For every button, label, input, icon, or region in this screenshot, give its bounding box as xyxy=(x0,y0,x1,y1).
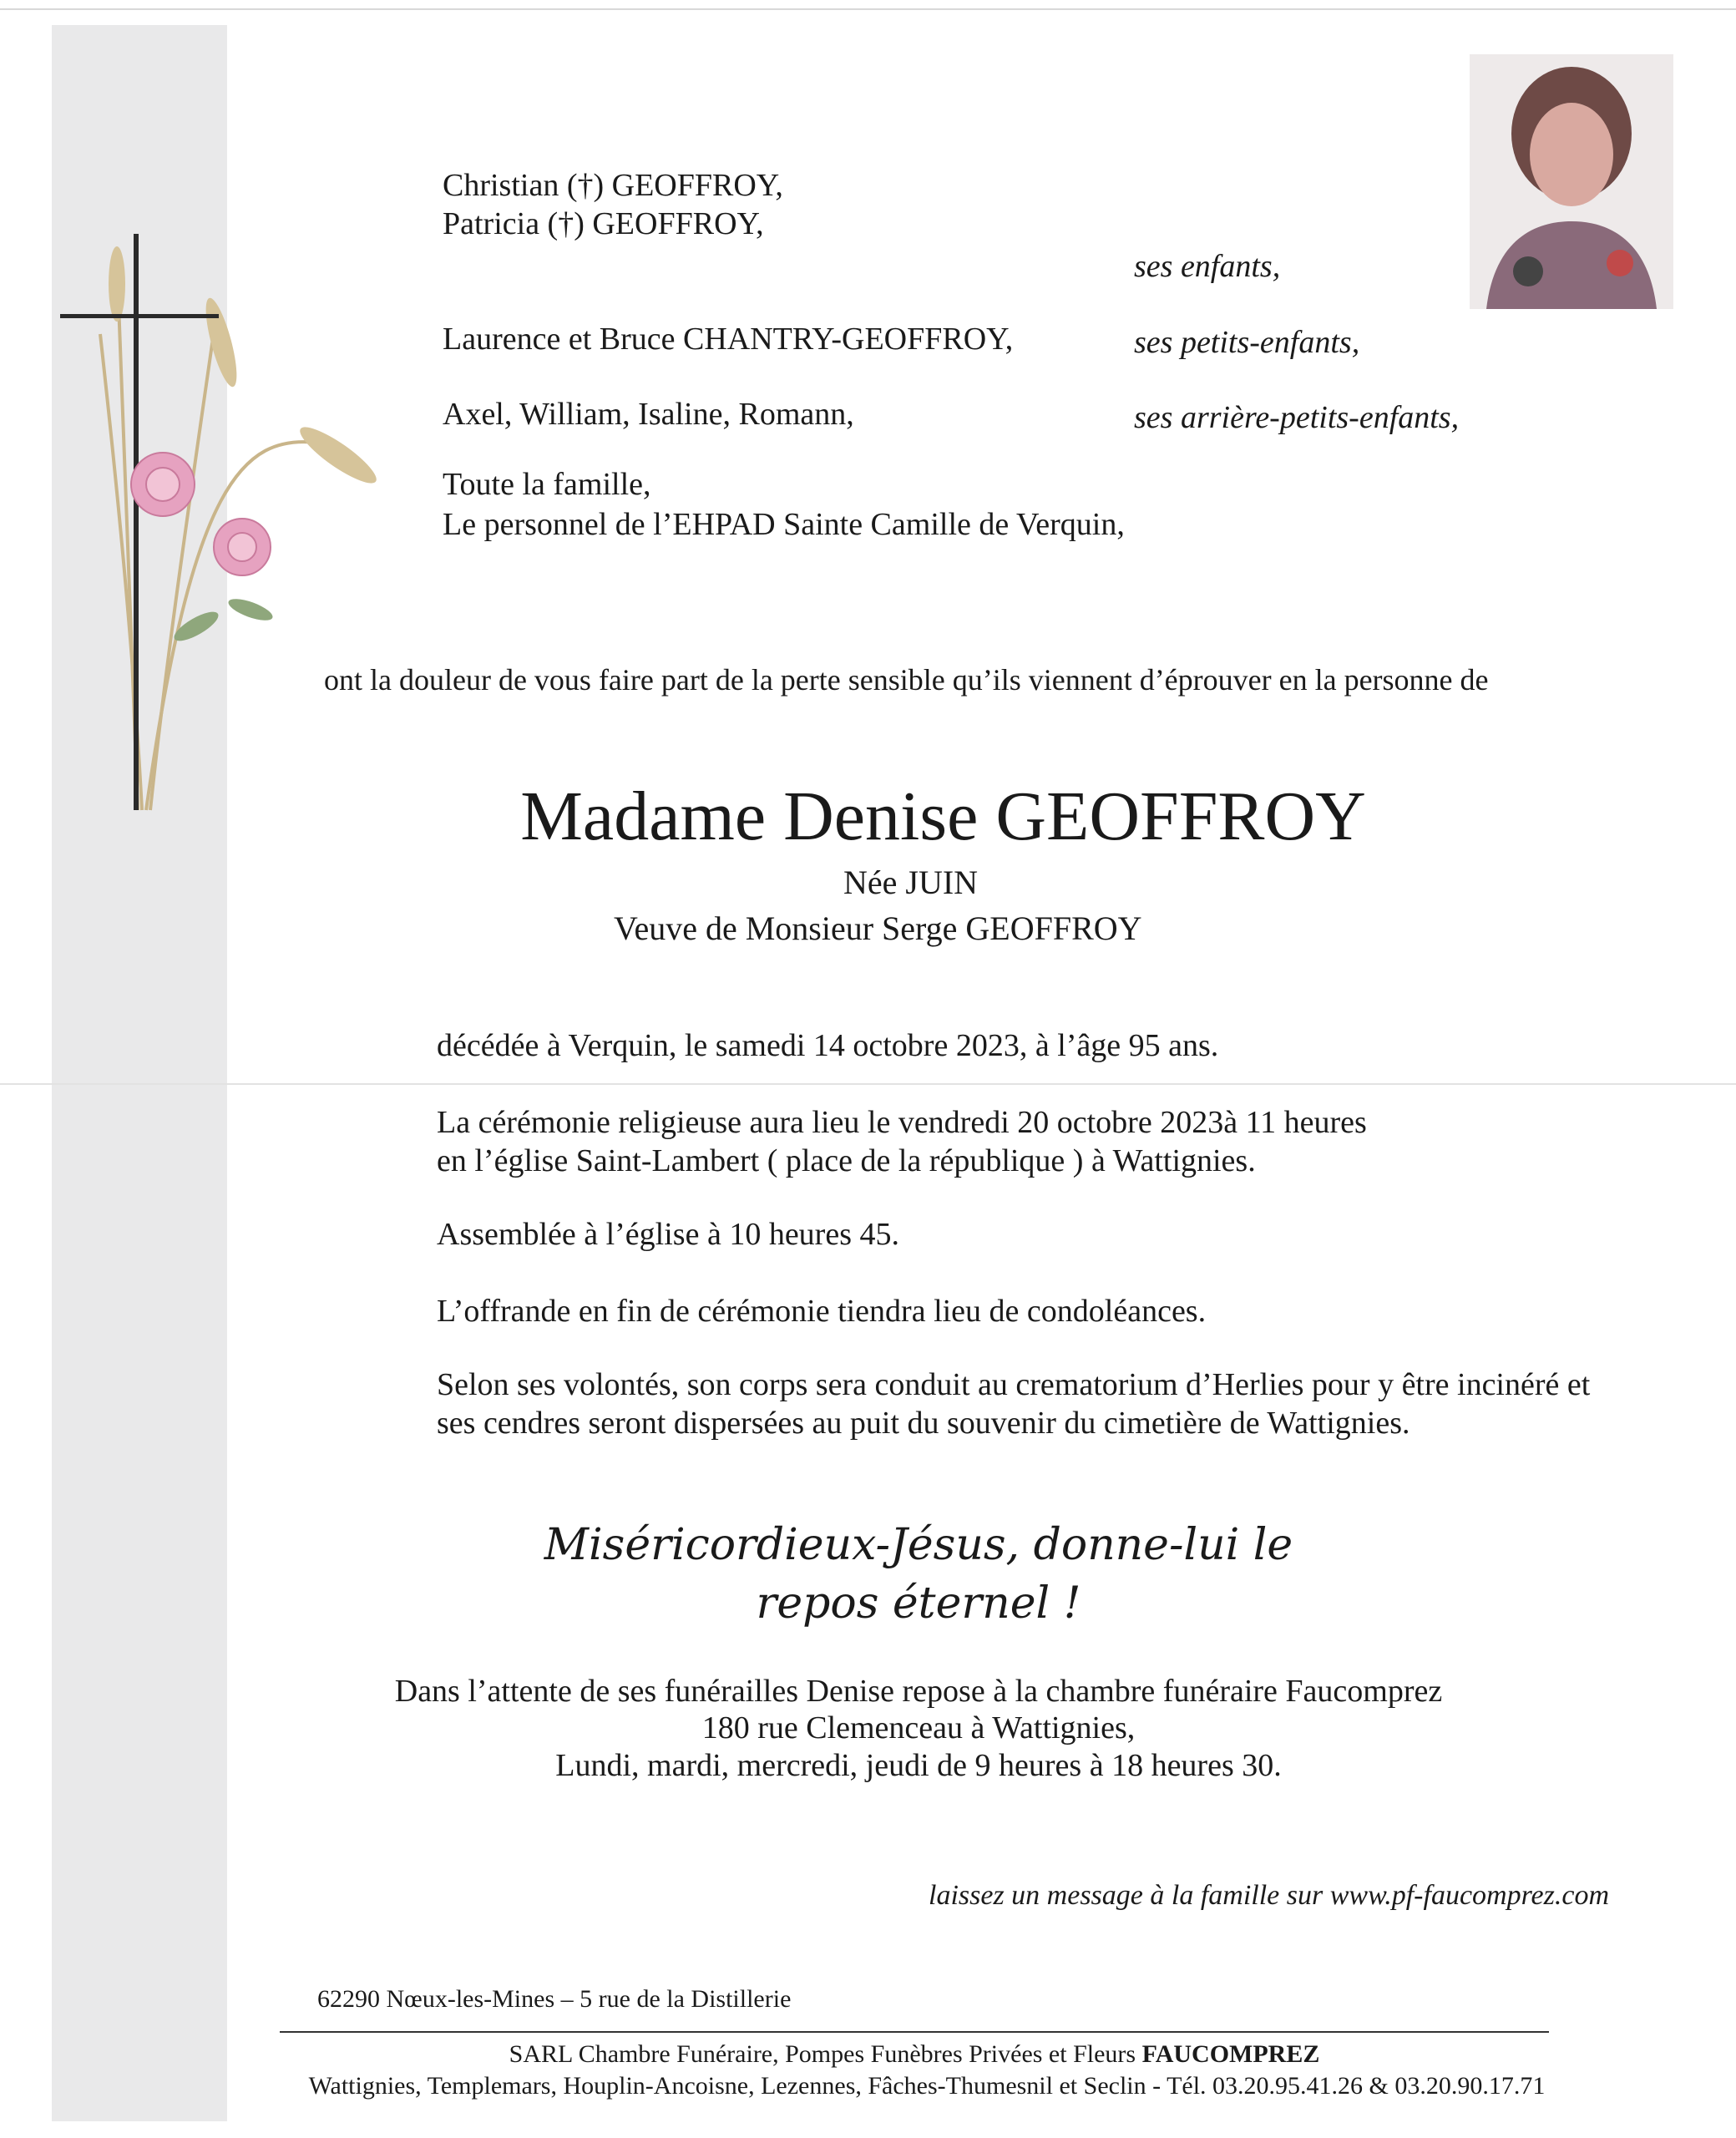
greatgrandchildren-label: ses arrière-petits-enfants, xyxy=(1134,400,1460,435)
top-border xyxy=(0,8,1736,10)
children-label: ses enfants, xyxy=(1134,249,1281,284)
cross-icon xyxy=(60,234,219,810)
greatgrandchildren-names: Axel, William, Isaline, Romann, xyxy=(443,397,854,432)
wheat-ears-icon xyxy=(109,246,382,491)
family-other-2: Le personnel de l’EHPAD Sainte Camille de Verquin, xyxy=(443,507,1125,542)
funeral-home-address: 180 rue Clemenceau à Wattignies, xyxy=(701,1710,1136,1745)
company-address: 62290 Nœux-les-Mines – 5 rue de la Distillerie xyxy=(317,1985,792,2013)
death-details: décédée à Verquin, le samedi 14 octobre 2023, à l’âge 95 ans. xyxy=(437,1028,1219,1063)
prayer-text: Miséricordieux-Jésus, donne-lui le repos éternel ! xyxy=(544,1520,1293,1629)
cremation-line-2: ses cendres seront dispersées au puit du souvenir du cimetière de Wattignies. xyxy=(437,1406,1410,1441)
grandchildren-names: Laurence et Bruce CHANTRY-GEOFFROY, xyxy=(443,322,1014,357)
portrait-photo xyxy=(1470,54,1673,309)
ceremony-line-1: La cérémonie religieuse aura lieu le vendredi 20 octobre 2023à 11 heures xyxy=(437,1105,1367,1140)
offering-note: L’offrande en fin de cérémonie tiendra lieu de condoléances. xyxy=(437,1294,1207,1329)
assembly-time: Assemblée à l’église à 10 heures 45. xyxy=(437,1217,899,1252)
visiting-hours: Lundi, mardi, mercredi, jeudi de 9 heures à 18 heures 30. xyxy=(555,1748,1282,1783)
funeral-home-line-1: Dans l’attente de ses funérailles Denise repose à la chambre funéraire Faucomprez xyxy=(394,1674,1443,1709)
paper-fold-line xyxy=(0,1083,1736,1085)
grandchildren-label: ses petits-enfants, xyxy=(1134,325,1360,360)
company-locations: Wattignies, Templemars, Houplin-Ancoisne, Lezennes, Fâches-Thumesnil et Seclin - Tél. 03.20.95.41.26 & 03.20.90.17.71 xyxy=(308,2072,1546,2100)
announcement-text: ont la douleur de vous faire part de la perte sensible qu’ils viennent d’éprouver en la personne de xyxy=(324,663,1489,697)
deceased-name: Madame Denise GEOFFROY xyxy=(520,778,1366,855)
footer-divider xyxy=(280,2031,1549,2033)
cross-and-flowers-illustration xyxy=(50,234,384,818)
maiden-name: Née JUIN xyxy=(843,864,979,901)
ceremony-line-2: en l’église Saint-Lambert ( place de la république ) à Wattignies. xyxy=(437,1143,1256,1178)
child-name-1: Christian (†) GEOFFROY, xyxy=(443,168,783,203)
website-message[interactable]: laissez un message à la famille sur www.pf-faucomprez.com xyxy=(929,1880,1610,1911)
company-prefix: SARL Chambre Funéraire, Pompes Funèbres Privées et Fleurs xyxy=(509,2040,1142,2068)
widow-line: Veuve de Monsieur Serge GEOFFROY xyxy=(614,909,1142,947)
wheat-stems-icon xyxy=(100,259,317,810)
rose-icon xyxy=(131,453,271,575)
company-brand: FAUCOMPREZ xyxy=(1141,2040,1320,2068)
family-other-1: Toute la famille, xyxy=(443,467,651,502)
cremation-line-1: Selon ses volontés, son corps sera conduit au crematorium d’Herlies pour y être incinéré et xyxy=(437,1367,1591,1402)
child-name-2: Patricia (†) GEOFFROY, xyxy=(443,206,764,241)
